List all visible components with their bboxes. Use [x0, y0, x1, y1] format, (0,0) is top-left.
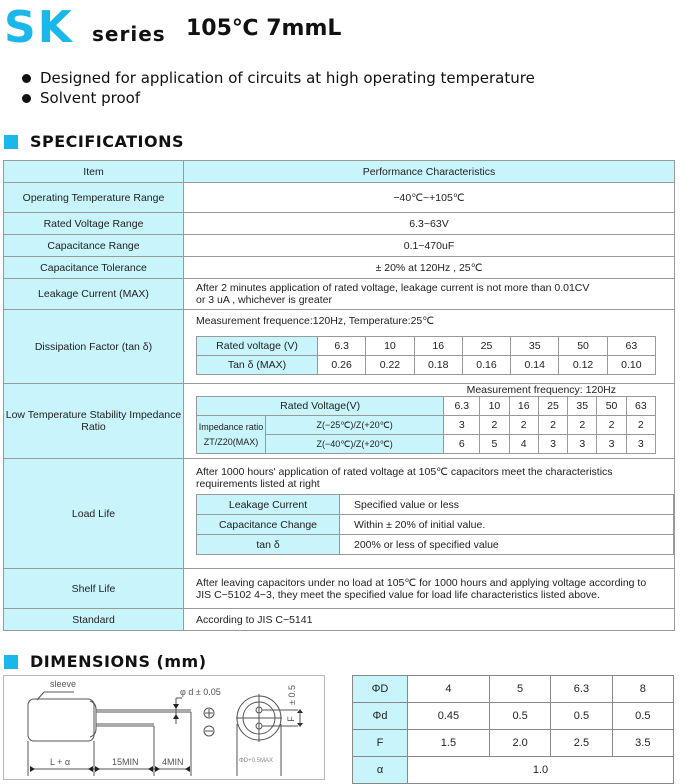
dim-cell: 4 — [408, 676, 490, 703]
rated-voltage-label: Rated Voltage(V) — [197, 397, 444, 416]
specifications-heading — [4, 132, 184, 151]
ratio-cell: 2 — [568, 416, 597, 435]
row-value: ± 20% at 120Hz , 25℃ — [184, 257, 675, 279]
capacitor-diagram — [3, 675, 325, 780]
row1-label: Z(−25℃)/Z(+20℃) — [266, 416, 444, 435]
table-row — [4, 569, 675, 609]
ratio-cell: 3 — [444, 416, 480, 435]
dim-cell: 8 — [612, 676, 673, 703]
tan-cell: 0.18 — [414, 355, 462, 374]
series-code: SK — [4, 2, 74, 53]
alpha-value: 1.0 — [408, 757, 674, 784]
voltage-cell: 25 — [538, 397, 567, 416]
voltage-cell: 50 — [559, 336, 607, 355]
heading-text: SPECIFICATIONS — [30, 132, 185, 151]
ratio-cell: 3 — [626, 435, 655, 454]
dim-cell: 0.5 — [551, 703, 612, 730]
ratio-cell: 2 — [626, 416, 655, 435]
bullet-icon — [22, 94, 31, 103]
heading-text: DIMENSIONS (mm) — [30, 652, 207, 671]
row-label: Capacitance Range — [4, 235, 184, 257]
dim-label: Φd — [353, 703, 408, 730]
dissipation-table — [196, 336, 656, 375]
impedance-group-label — [197, 416, 266, 454]
feature-text: Solvent proof — [40, 89, 141, 107]
d-tolerance-label: ΦD+0.5MAX — [239, 758, 273, 764]
tan-cell: 0.16 — [462, 355, 510, 374]
dim-label: ΦD — [353, 676, 408, 703]
dimensions-table — [352, 675, 674, 784]
dimensions-heading — [4, 652, 207, 671]
row-value — [184, 459, 675, 569]
f-tolerance-label: ± 0.5 — [286, 685, 297, 705]
tan-cell: 0.22 — [366, 355, 414, 374]
series-word: series — [92, 22, 166, 46]
row-value: 0.1~470uF — [184, 235, 675, 257]
col-item: Item — [4, 161, 184, 183]
tan-label: Tan δ (MAX) — [197, 355, 318, 374]
ratio-cell: 6 — [444, 435, 480, 454]
square-icon — [4, 655, 18, 669]
table-row — [4, 384, 675, 459]
square-icon — [4, 135, 18, 149]
leakage-line2: or 3 uA , whichever is greater — [196, 294, 332, 306]
voltage-cell: 50 — [597, 397, 626, 416]
tan-cell: 0.14 — [511, 355, 559, 374]
shelf-line1: After leaving capacitors under no load at 105℃ for 1000 hours and applying voltage according to — [196, 576, 647, 589]
load-value: Within ± 20% of initial value. — [340, 515, 674, 535]
f-label: F — [285, 716, 296, 722]
row-value — [184, 310, 675, 384]
voltage-cell: 6.3 — [318, 336, 366, 355]
load-value: 200% or less of specified value — [340, 535, 674, 555]
ratio-cell: 5 — [480, 435, 509, 454]
table-row — [4, 213, 675, 235]
table-row — [4, 279, 675, 310]
row-label: Shelf Life — [4, 569, 184, 609]
ratio-cell: 2 — [538, 416, 567, 435]
alpha-label: α — [353, 757, 408, 784]
row-label: Standard — [4, 609, 184, 631]
dim-cell: 1.5 — [408, 730, 490, 757]
row-label: Low Temperature Stability Impedance Ratio — [4, 384, 184, 459]
voltage-cell: 63 — [626, 397, 655, 416]
ratio-cell: 3 — [597, 435, 626, 454]
tan-cell: 0.10 — [607, 355, 655, 374]
row-label: Operating Temperature Range — [4, 183, 184, 213]
table-row — [4, 235, 675, 257]
dim-cell: 6.3 — [551, 676, 612, 703]
row-value — [184, 279, 675, 310]
feature-list — [22, 68, 535, 108]
voltage-cell: 35 — [568, 397, 597, 416]
ratio-cell: 3 — [538, 435, 567, 454]
dim-label: F — [353, 730, 408, 757]
leakage-line1: After 2 minutes application of rated voltage, leakage current is not more than 0.01CV — [196, 282, 590, 294]
row-value: −40℃~+105℃ — [184, 183, 675, 213]
feature-item — [22, 68, 535, 88]
load-life-line2: requirements listed at right — [196, 478, 320, 490]
dim-cell: 0.5 — [489, 703, 550, 730]
load-value: Specified value or less — [340, 495, 674, 515]
dissipation-note: Measurement frequence:120Hz, Temperature:25℃ — [196, 314, 435, 327]
load-life-table — [196, 494, 674, 555]
voltage-cell: 35 — [511, 336, 559, 355]
table-row — [4, 609, 675, 631]
row-value — [184, 384, 675, 459]
lead-4min-label: 4MIN — [162, 757, 184, 767]
ratio-cell: 2 — [509, 416, 538, 435]
specifications-table — [3, 160, 675, 631]
impedance-table — [196, 396, 656, 454]
table-row — [4, 310, 675, 384]
group-line2: ZT/Z20(MAX) — [203, 436, 259, 447]
dim-cell: 2.5 — [551, 730, 612, 757]
row-label: Load Life — [4, 459, 184, 569]
voltage-cell: 6.3 — [444, 397, 480, 416]
group-line1: Impedance ratio — [198, 421, 264, 432]
ratio-cell: 2 — [480, 416, 509, 435]
voltage-label: Rated voltage (V) — [197, 336, 318, 355]
row2-label: Z(−40℃)/Z(+20℃) — [266, 435, 444, 454]
lead-diameter-label: φ d ± 0.05 — [180, 687, 221, 697]
bullet-icon — [22, 74, 31, 83]
col-performance: Performance Characteristics — [184, 161, 675, 183]
load-key: Leakage Current — [197, 495, 340, 515]
dim-cell: 0.45 — [408, 703, 490, 730]
row-value — [184, 569, 675, 609]
voltage-cell: 25 — [462, 336, 510, 355]
table-row — [4, 257, 675, 279]
voltage-cell: 10 — [480, 397, 509, 416]
dim-cell: 5 — [489, 676, 550, 703]
shelf-line2: JIS C−5102 4−3, they meet the specified value for load life characteristics listed above. — [196, 588, 600, 601]
ratio-cell: 4 — [509, 435, 538, 454]
dim-cell: 0.5 — [612, 703, 673, 730]
table-row — [4, 183, 675, 213]
row-value: 6.3~63V — [184, 213, 675, 235]
row-label: Dissipation Factor (tan δ) — [4, 310, 184, 384]
row-label: Leakage Current (MAX) — [4, 279, 184, 310]
sleeve-label: sleeve — [50, 679, 77, 689]
lead-15min-label: 15MIN — [112, 757, 139, 767]
arrow-icon — [173, 704, 179, 709]
row-label: Rated Voltage Range — [4, 213, 184, 235]
tan-cell: 0.26 — [318, 355, 366, 374]
voltage-cell: 16 — [414, 336, 462, 355]
ratio-cell: 3 — [568, 435, 597, 454]
load-key: tan δ — [197, 535, 340, 555]
load-life-line1: After 1000 hours' application of rated voltage at 105℃ capacitors meet the characteristics — [196, 466, 613, 478]
feature-text: Designed for application of circuits at high operating temperature — [40, 69, 535, 87]
dim-cell: 2.0 — [489, 730, 550, 757]
table-header-row — [4, 161, 675, 183]
dim-cell: 3.5 — [612, 730, 673, 757]
table-row — [4, 459, 675, 569]
row-label: Capacitance Tolerance — [4, 257, 184, 279]
capacitor-cap — [90, 701, 96, 737]
feature-item — [22, 88, 535, 108]
ratio-cell: 2 — [597, 416, 626, 435]
tan-cell: 0.12 — [559, 355, 607, 374]
capacitor-body — [28, 699, 94, 741]
series-spec: 105℃ 7mmL — [186, 16, 342, 41]
load-key: Capacitance Change — [197, 515, 340, 535]
voltage-cell: 16 — [509, 397, 538, 416]
row-value: According to JIS C−5141 — [184, 609, 675, 631]
length-label: L + α — [50, 757, 71, 767]
voltage-cell: 63 — [607, 336, 655, 355]
voltage-cell: 10 — [366, 336, 414, 355]
low-temp-note: Measurement frequency: 120Hz — [466, 384, 616, 396]
